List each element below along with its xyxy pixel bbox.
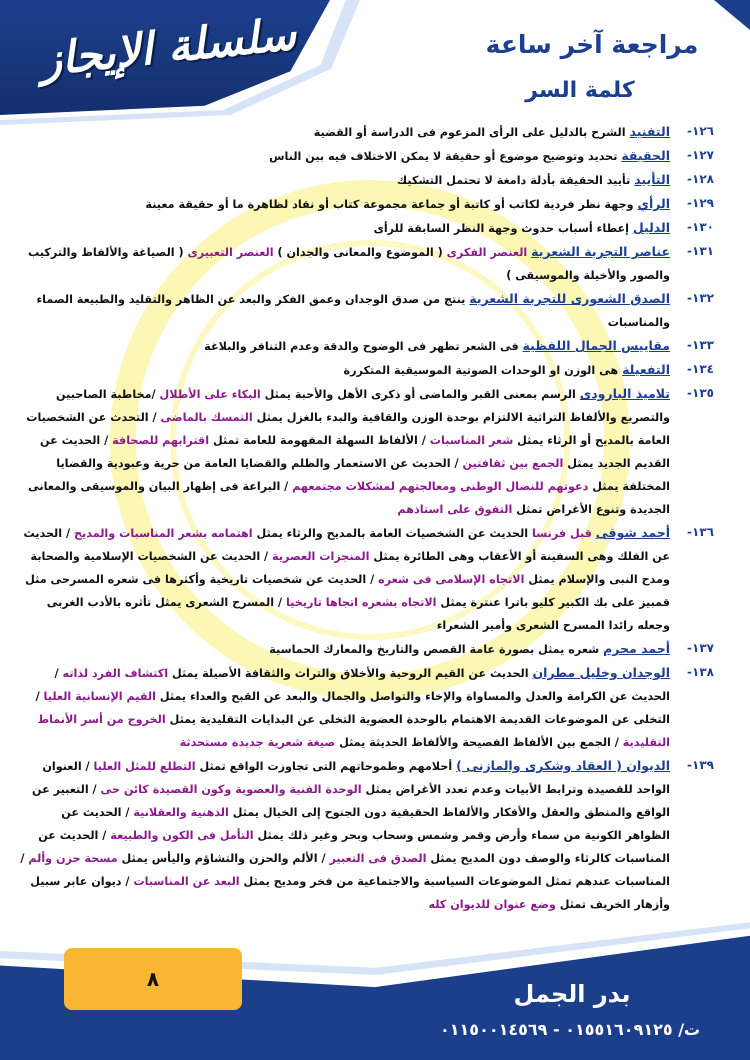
list-item — [14, 192, 714, 216]
item-highlight: التفوق على استاذهم — [397, 503, 513, 516]
item-highlight: دعوتهم للنضال الوطنى ومعالجتهم لمشكلات مجتمعهم — [292, 480, 589, 493]
list-item — [14, 144, 714, 168]
item-text — [14, 120, 670, 144]
item-number: ١٣٤- — [687, 362, 714, 376]
item-highlight: التطلع للمثل العليا — [93, 760, 196, 773]
page-number: ٨ — [64, 948, 242, 1010]
item-number: ١٣٠- — [687, 220, 714, 234]
item-term: الوجدان وخليل مطران — [532, 665, 670, 680]
item-text — [14, 168, 670, 192]
item-highlight: شعر المناسبات — [429, 434, 514, 447]
item-highlight: التمسك بالماضى — [160, 411, 253, 424]
item-number: ١٣٧- — [687, 641, 714, 655]
item-definition: تحديد وتوضيح موضوع أو حقيقة لا يمكن الاختلاف فيه بين الناس — [269, 150, 622, 163]
item-text — [14, 240, 670, 287]
item-definition: / الحديث عن القديم الجديد يمثل — [40, 434, 670, 470]
item-number: ١٢٨- — [687, 172, 714, 186]
item-definition: / الحديث عن المناسبات كالرثاء والوصف دون المديح يمثل — [38, 829, 670, 865]
item-definition: الحديث عن القيم الروحية والأخلاق والتراث والثقافة الأصيلة يمثل — [168, 667, 533, 680]
item-term: التأييد — [634, 172, 670, 187]
list-item — [14, 240, 714, 287]
item-definition: / المسرح الشعرى يمثل تأثره بالأدب الغربى وجعله رائدا المسرح الشعرى وأمير الشعراء — [46, 596, 670, 632]
list-item — [14, 334, 714, 358]
item-highlight: الذهنية والعقلانية — [133, 806, 229, 819]
item-highlight: صيغة شعرية جديدة مستحدثة — [179, 736, 336, 749]
review-subtitle: كلمة السر — [525, 78, 635, 103]
item-term: الحقيقة — [621, 148, 670, 163]
item-term: أحمد محرم — [603, 641, 670, 656]
item-definition: / التعبير عن الواقع والمنطق والعقل والأفكار والألفاظ الحقيقية دون الجنوح إلى الخيال يمثل — [32, 783, 670, 819]
item-definition: / ديوان عابر سبيل وأزهار الخريف تمثل — [30, 875, 670, 911]
item-term: التفعيلة — [622, 362, 670, 377]
item-highlight: الاتجاه الإسلامى فى شعره — [378, 573, 525, 586]
item-term: عناصر التجربة الشعرية — [531, 244, 670, 259]
item-definition: الحديث عن الشخصيات العامة بالمديح والرثاء يمثل — [252, 527, 533, 540]
list-item — [14, 754, 714, 916]
item-text — [14, 192, 670, 216]
item-definition: ( الصياغة والألفاظ والتركيب والصور والأخيلة والموسيقى ) — [27, 246, 670, 282]
item-number: ١٣٢- — [687, 291, 714, 305]
item-definition: / الحديث عن الظواهر الكونية من سماء وأرض وقمر وشمس وسحاب وبحر وغير ذلك يمثل — [61, 806, 670, 842]
item-term: تلاميذ البارودى — [579, 386, 670, 401]
item-text — [14, 144, 670, 168]
item-text — [14, 287, 670, 334]
item-highlight: اكتشاف الفرد لذاته — [62, 667, 169, 680]
list-item — [14, 382, 714, 521]
item-definition: أحلامهم وطموحاتهم التى تجاوزت الواقع تمثل — [195, 760, 457, 773]
list-item — [14, 287, 714, 334]
item-number: ١٣٨- — [687, 665, 714, 679]
item-text — [14, 661, 670, 754]
item-term: أحمد شوقى — [595, 525, 670, 540]
item-highlight: الخروج من أسر الأنماط التقليدية — [37, 713, 670, 749]
item-text — [14, 334, 670, 358]
item-text — [14, 358, 670, 382]
item-definition: الرسم بمعنى القبر والماضى أو ذكرى الأهل والأحبة يمثل — [260, 388, 580, 401]
item-highlight: العنصر الفكرى — [446, 246, 528, 259]
item-number: ١٢٩- — [687, 196, 714, 210]
item-text — [14, 216, 670, 240]
item-number: ١٢٧- — [687, 148, 714, 162]
item-term: الديوان ( العقاد وشكرى والمازنى ) — [456, 758, 670, 773]
item-definition: / التحدث عن الشخصيات العامة بالمديح أو الرثاء يمثل — [26, 411, 670, 447]
item-definition: إعطاء أسباب حدوث وجهة النظر السابقة للرأى — [373, 222, 633, 235]
list-item — [14, 168, 714, 192]
list-item — [14, 120, 714, 144]
item-number: ١٣٣- — [687, 338, 714, 352]
item-term: الرأي — [637, 196, 670, 211]
item-definition: / التخلى عن الموضوعات القديمة الاهتمام بالوحدة العضوية التخلى عن البدايات التقليدية يمثل — [35, 690, 670, 726]
item-definition: الشرح بالدليل على الرأى المزعوم فى الدراسة أو القضية — [313, 126, 630, 139]
item-definition: ( الموضوع والمعانى والجدان ) — [273, 246, 447, 259]
item-highlight: اقترابهم للصحافة — [112, 434, 210, 447]
item-highlight: وضع عنوان للديوان كله — [428, 898, 556, 911]
author-name: بدر الجمل — [513, 980, 631, 1008]
item-highlight: المنجزات العصرية — [272, 550, 370, 563]
item-highlight: الصدق فى التعبير — [329, 852, 427, 865]
list-item — [14, 216, 714, 240]
item-definition: / الحديث عن الشخصيات الإسلامية والصحابة ومدح النبى والإسلام يمثل — [30, 550, 670, 586]
item-highlight: الوحدة الفنية والعضوية وكون القصيدة كائن حى — [100, 783, 362, 796]
phone-numbers: ت/ ٠١٥٥١٦٠٩١٢٥ - ٠١١٥٠٠١٤٥٦٩ — [440, 1020, 701, 1039]
item-definition: / الحديث عن شخصيات تاريخية وأكثرها فى شعره المسرحى مثل قمبيز على بك الكبير كليو باترا عنترة يمثل — [25, 573, 670, 609]
list-item — [14, 521, 714, 637]
item-definition: وجهة نظر فردية لكاتب أو كاتبة أو جماعة مجموعة كتاب أو نقاد لظاهرة ما أو حقيقة معينة — [145, 198, 638, 211]
item-text — [14, 754, 670, 916]
item-number: ١٢٦- — [687, 124, 714, 138]
item-definition: / الحديث عن الفلك وهى السفينة أو الأعقاب وهى الطائرة يمثل — [23, 527, 670, 563]
item-definition: تأييد الحقيقة بأدلة دامغة لا تحتمل التشكيك — [396, 174, 635, 187]
item-highlight: البعد عن المناسبات — [133, 875, 240, 888]
item-term: التفنيد — [629, 124, 670, 139]
item-number: ١٣٦- — [687, 525, 714, 539]
item-term: الدليل — [632, 220, 670, 235]
item-definition: / العنوان الواحد للقصيدة وترابط الأبيات وعدم تعدد الأغراض يمثل — [42, 760, 670, 796]
item-definition: / البراعة فى إظهار البيان والموسيقى والمعانى الجديدة وتنوع الأغراض تمثل — [28, 480, 670, 516]
item-term: مقاييس الجمال اللفظية — [522, 338, 670, 353]
item-number: ١٣٩- — [687, 758, 714, 772]
item-highlight: الجمع بين ثقافتين — [462, 457, 564, 470]
item-definition: فى الشعر تظهر فى الوضوح والدقة وعدم التنافر والبلاغة — [204, 340, 523, 353]
item-text — [14, 382, 670, 521]
item-definition: / الجمع بين الألفاظ الفصيحة والألفاظ الحديثة يمثل — [335, 736, 623, 749]
item-highlight: القيم الإنسانية العليا — [43, 690, 156, 703]
item-highlight: التأمل فى الكون والطبيعة — [110, 829, 254, 842]
item-definition: / المناسبات عندهم تمثل الموضوعات السياسية والاجتماعية من فخر ومديح يمثل — [20, 852, 670, 888]
item-definition: /مخاطبة الصاحبين والتصريع والألفاظ التراثية الالتزام بوحدة الوزن والقافية والبدء بالغزل يمثل — [56, 388, 670, 424]
series-title: سلسلة الإيجاز — [37, 8, 299, 87]
item-definition: ينتج من صدق الوجدان وعمق الفكر والبعد عن الظاهر والتقليد والطبيعة الصماء والمناسبات — [36, 293, 670, 329]
item-definition: / الألم والحزن والتشاؤم واليأس يمثل — [117, 852, 330, 865]
list-item — [14, 637, 714, 661]
review-title: مراجعة آخر ساعة — [485, 30, 699, 59]
item-highlight: قبل فرنسا — [532, 527, 592, 540]
item-definition: / الحديث عن الكرامة والعدل والمساواة والإخاء والتواصل والجمال والبعد عن القبح والعداء يمثل — [54, 667, 670, 703]
item-definition: هى الوزن او الوحدات الصوتية الموسيقية المتكررة — [343, 364, 623, 377]
list-item — [14, 358, 714, 382]
item-highlight: مسحة حزن وألم — [28, 852, 118, 865]
item-definition: شعره يمثل بصورة عامة القصص والتاريخ والمعارك الحماسية — [269, 643, 604, 656]
item-text — [14, 637, 670, 661]
item-highlight: اهتمامه بشعر المناسبات والمديح — [73, 527, 253, 540]
item-text — [14, 521, 670, 637]
item-number: ١٣١- — [687, 244, 714, 258]
item-definition: / الألفاظ السهلة المفهومة للعامة تمثل — [209, 434, 430, 447]
item-highlight: البكاء على الأطلال — [159, 388, 261, 401]
review-list — [14, 120, 714, 916]
item-highlight: العنصر التعبيرى — [187, 246, 274, 259]
item-highlight: الاتجاه بشعره اتجاها تاريخيا — [285, 596, 437, 609]
list-item — [14, 661, 714, 754]
item-number: ١٣٥- — [687, 386, 714, 400]
item-term: الصدق الشعورى للتجربة الشعرية — [469, 291, 670, 306]
item-definition: / الحديث عن الاستعمار والظلم والقضايا العامة من حرية وعبودية والقضايا المختلفة يمثل — [56, 457, 670, 493]
